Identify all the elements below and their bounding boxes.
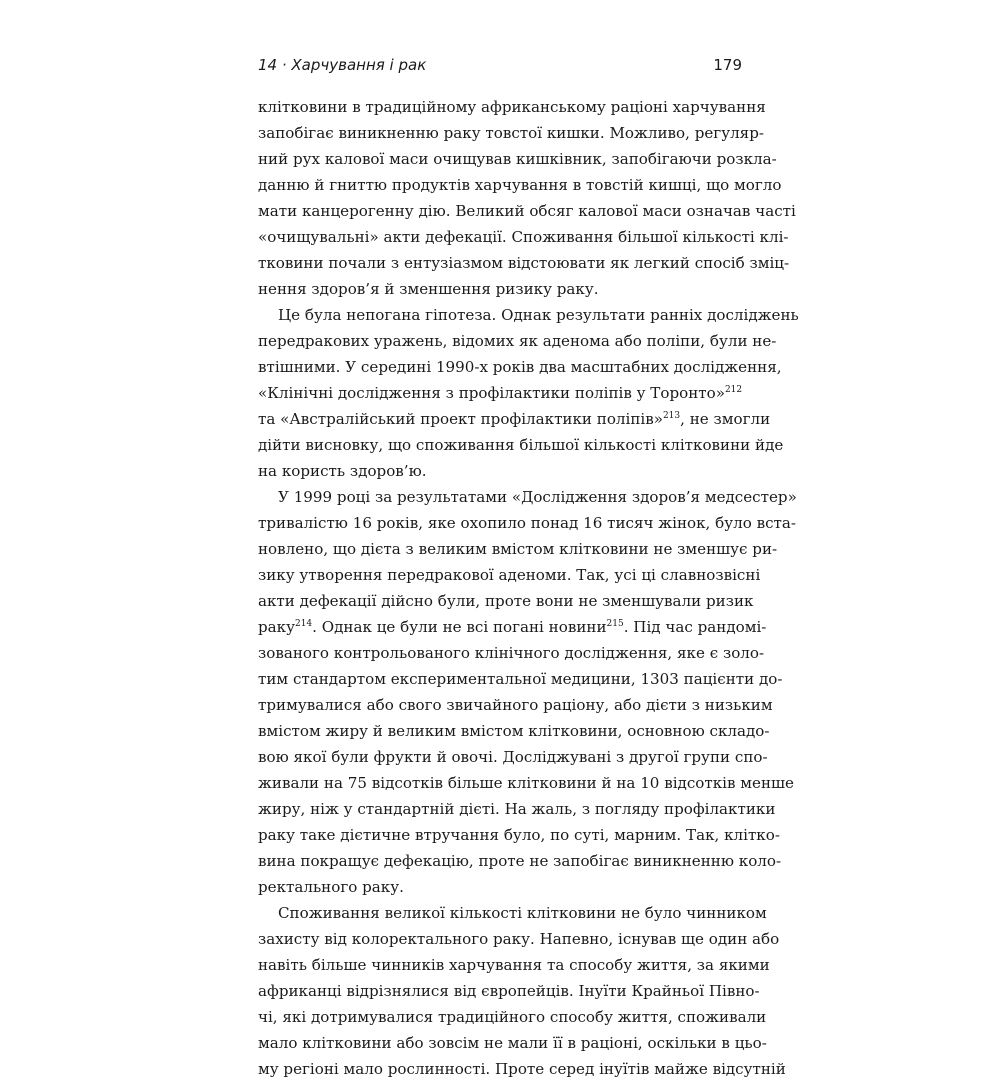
text-segment: вою якої були фрукти й овочі. Досліджувані з другої групи спо- bbox=[258, 748, 768, 766]
body-text bbox=[258, 94, 799, 1082]
text-segment: запобігає виникненню раку товстої кишки. Можливо, регуляр- bbox=[258, 124, 764, 142]
footnote-reference: 213 bbox=[662, 411, 681, 421]
text-line bbox=[258, 562, 761, 588]
text-line bbox=[258, 900, 767, 926]
text-segment: ний рух калової маси очищував кишківник, запобігаючи розкла- bbox=[258, 150, 777, 168]
text-segment: Споживання великої кількості клітковини не було чинником bbox=[278, 904, 767, 922]
text-line bbox=[258, 952, 770, 978]
text-line bbox=[258, 302, 799, 328]
text-segment: раку bbox=[258, 618, 295, 636]
text-line bbox=[258, 120, 764, 146]
text-line bbox=[258, 692, 773, 718]
text-line bbox=[258, 250, 790, 276]
text-line bbox=[258, 484, 797, 510]
text-segment: , не змогли bbox=[680, 410, 771, 428]
text-segment: раку таке дієтичне втручання було, по суті, марним. Так, клітко- bbox=[258, 826, 780, 844]
text-segment: нення здоров’я й зменшення ризику раку. bbox=[258, 280, 599, 298]
text-line bbox=[258, 94, 766, 120]
text-line bbox=[258, 614, 767, 640]
text-segment: мати канцерогенну дію. Великий обсяг калової маси означав часті bbox=[258, 202, 796, 220]
text-segment: данню й гниттю продуктів харчування в товстій кишці, що могло bbox=[258, 176, 782, 194]
text-segment: вина покращує дефекацію, проте не запобігає виникненню коло- bbox=[258, 852, 782, 870]
text-segment: захисту від колоректального раку. Напевно, існував ще один або bbox=[258, 930, 780, 948]
text-line bbox=[258, 172, 782, 198]
text-line bbox=[258, 770, 794, 796]
text-segment: клітковини в традиційному африканському раціоні харчування bbox=[258, 98, 766, 116]
text-segment: тим стандартом експериментальної медицини, 1303 пацієнти до- bbox=[258, 670, 783, 688]
text-line bbox=[258, 224, 789, 250]
text-line bbox=[258, 1030, 767, 1056]
text-segment: втішними. У середині 1990-х років два масштабних дослідження, bbox=[258, 358, 782, 376]
text-segment: тковини почали з ентузіазмом відстоювати як легкий спосіб зміц- bbox=[258, 254, 790, 272]
footnote-reference: 215 bbox=[606, 619, 624, 629]
text-line bbox=[258, 978, 760, 1004]
text-segment: му регіоні мало рослинності. Проте серед інуїтів майже відсутній bbox=[258, 1060, 786, 1078]
text-line bbox=[258, 926, 780, 952]
text-line bbox=[258, 536, 778, 562]
text-segment: та «Австралійський проект профілактики поліпів» bbox=[258, 410, 663, 428]
text-segment: Це була непогана гіпотеза. Однак результати ранніх досліджень bbox=[278, 306, 799, 324]
text-line bbox=[258, 146, 777, 172]
text-line bbox=[258, 848, 782, 874]
text-line bbox=[258, 1056, 786, 1082]
footnote-reference: 214 bbox=[294, 619, 313, 629]
text-line bbox=[258, 510, 796, 536]
text-segment: чі, які дотримувалися традиційного способу життя, споживали bbox=[258, 1008, 767, 1026]
text-segment: акти дефекації дійсно були, проте вони не зменшували ризик bbox=[258, 592, 754, 610]
text-segment: «очищувальні» акти дефекації. Споживання більшої кількості клі- bbox=[258, 228, 789, 246]
text-line bbox=[258, 640, 765, 666]
text-segment: дійти висновку, що споживання більшої кількості клітковини йде bbox=[258, 436, 784, 454]
text-line bbox=[258, 406, 771, 432]
text-line bbox=[258, 744, 768, 770]
text-segment: вмістом жиру й великим вмістом клітковини, основною складо- bbox=[258, 722, 770, 740]
text-segment: африканці відрізнялися від європейців. Інуїти Крайньої Півно- bbox=[258, 982, 760, 1000]
text-line bbox=[258, 588, 754, 614]
text-segment: мало клітковини або зовсім не мали її в раціоні, оскільки в цьо- bbox=[258, 1034, 767, 1052]
text-segment: зику утворення передракової аденоми. Так, усі ці славнозвісні bbox=[258, 566, 761, 584]
text-line bbox=[258, 432, 784, 458]
text-line bbox=[258, 666, 783, 692]
text-segment: навіть більше чинників харчування та способу життя, за якими bbox=[258, 956, 770, 974]
text-line bbox=[258, 874, 742, 900]
text-segment: живали на 75 відсотків більше клітковини й на 10 відсотків менше bbox=[258, 774, 794, 792]
text-segment: жиру, ніж у стандартній дієті. На жаль, з погляду профілактики bbox=[258, 800, 776, 818]
text-line bbox=[258, 328, 777, 354]
text-line bbox=[258, 1004, 767, 1030]
text-segment: тримувалися або свого звичайного раціону, або дієти з низьким bbox=[258, 696, 773, 714]
text-line bbox=[258, 822, 780, 848]
text-segment: на користь здоров’ю. bbox=[258, 462, 427, 480]
text-line bbox=[258, 718, 770, 744]
text-segment: тривалістю 16 років, яке охопило понад 16 тисяч жінок, було вста- bbox=[258, 514, 796, 532]
running-head: 14 · Харчування і рак bbox=[258, 56, 427, 74]
text-segment: новлено, що дієта з великим вмістом клітковини не зменшує ри- bbox=[258, 540, 778, 558]
text-segment: У 1999 році за результатами «Дослідження здоров’я медсестер» bbox=[278, 488, 797, 506]
text-segment: «Клінічні дослідження з профілактики поліпів у Торонто» bbox=[258, 384, 725, 402]
text-segment: передракових уражень, відомих як аденома або поліпи, були не- bbox=[258, 332, 777, 350]
text-segment: ректального раку. bbox=[258, 878, 404, 896]
text-segment: . Під час рандомі- bbox=[623, 618, 767, 636]
text-line bbox=[258, 380, 742, 406]
text-segment: зованого контрольованого клінічного дослідження, яке є золо- bbox=[258, 644, 765, 662]
text-line bbox=[258, 796, 776, 822]
text-segment: . Однак це були не всі погані новини bbox=[312, 618, 607, 636]
text-line bbox=[258, 276, 742, 302]
text-line bbox=[258, 354, 782, 380]
text-line bbox=[258, 198, 796, 224]
page-number: 179 bbox=[713, 56, 742, 74]
text-line bbox=[258, 458, 742, 484]
footnote-reference: 212 bbox=[724, 385, 743, 395]
